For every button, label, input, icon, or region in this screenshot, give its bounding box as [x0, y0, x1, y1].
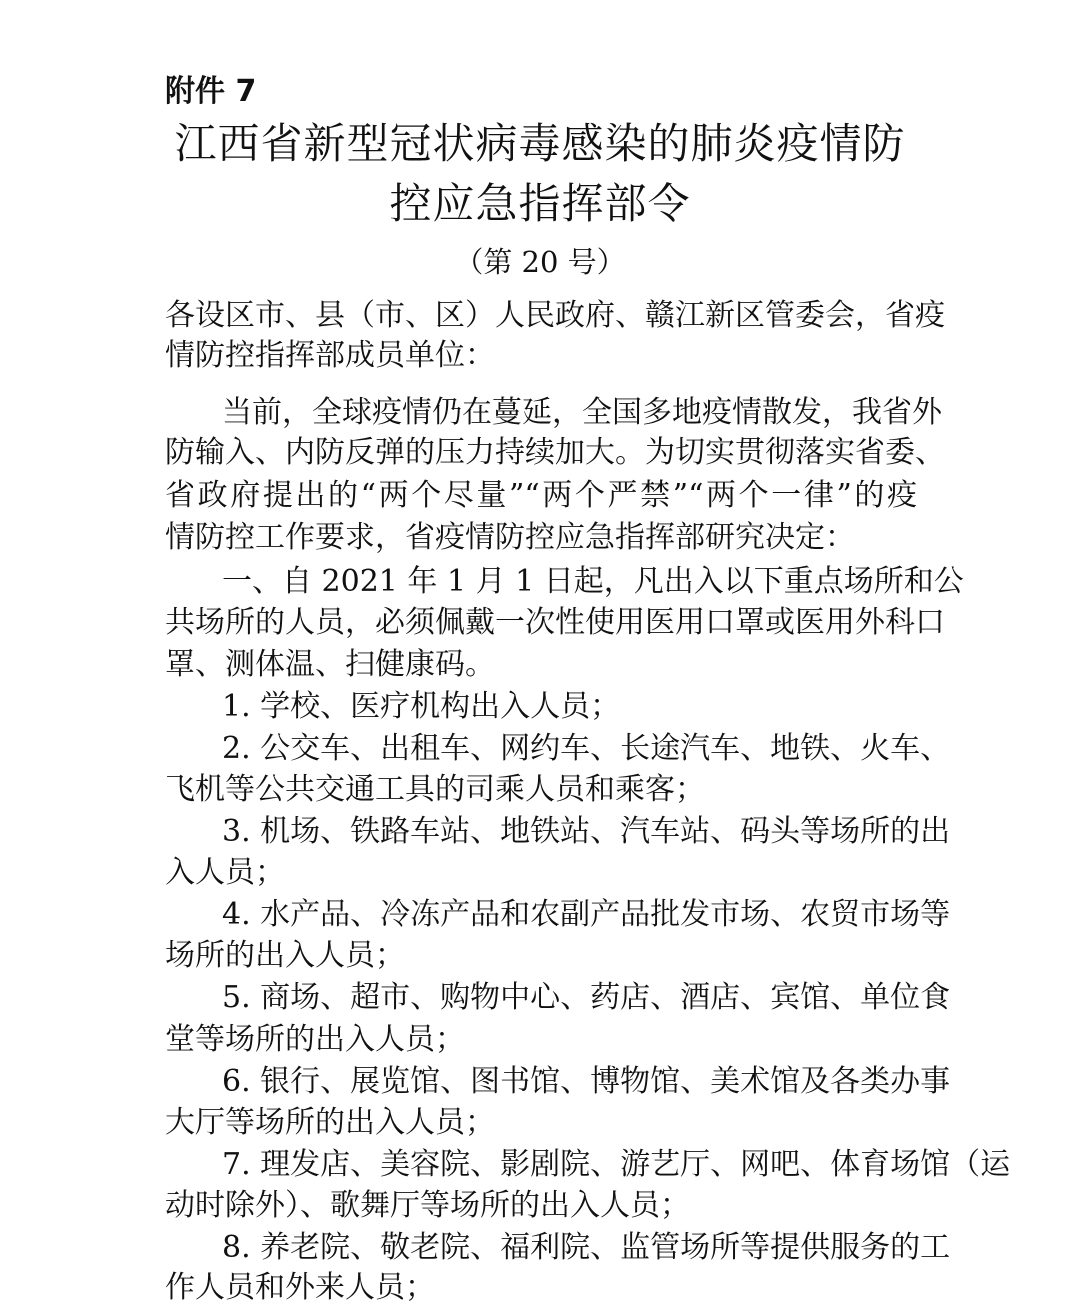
document-title-line-1: 江西省新型冠状病毒感染的肺炎疫情防 — [174, 119, 906, 168]
list-item-line: 动时除外）、歌舞厅等场所的出入人员； — [165, 1188, 690, 1223]
list-item-line: 6. 银行、展览馆、图书馆、博物馆、美术馆及各类办事 — [222, 1064, 951, 1099]
list-item-line: 入人员； — [165, 855, 285, 890]
list-item-line: 7. 理发店、美容院、影剧院、游艺厅、网吧、体育场馆（运 — [222, 1147, 1011, 1182]
list-item-line: 4. 水产品、冷冻产品和农副产品批发市场、农贸市场等 — [222, 897, 951, 932]
addressee-line: 各设区市、县（市、区）人民政府、赣江新区管委会，省疫 — [165, 298, 945, 333]
attachment-label: 附件 7 — [165, 74, 257, 109]
list-item-line: 3. 机场、铁路车站、地铁站、汽车站、码头等场所的出 — [222, 814, 951, 849]
list-item-line: 2. 公交车、出租车、网约车、长途汽车、地铁、火车、 — [222, 731, 951, 766]
document-number: （第 20 号） — [454, 245, 626, 279]
paragraph-line: 省政府提出的“两个尽量”“两个严禁”“两个一律”的疫 — [165, 478, 917, 513]
addressee-line: 情防控指挥部成员单位： — [165, 338, 495, 373]
paragraph-line: 罩、测体温、扫健康码。 — [165, 647, 495, 682]
document-title-line-2: 控应急指挥部令 — [389, 179, 691, 228]
list-item-line: 飞机等公共交通工具的司乘人员和乘客； — [165, 772, 705, 807]
list-item-line: 1. 学校、医疗机构出入人员； — [222, 689, 621, 724]
list-item-line: 作人员和外来人员； — [165, 1270, 435, 1305]
paragraph-line: 防输入、内防反弹的压力持续加大。为切实贯彻落实省委、 — [165, 435, 945, 470]
paragraph-line: 共场所的人员，必须佩戴一次性使用医用口罩或医用外科口 — [165, 605, 945, 640]
list-item-line: 大厅等场所的出入人员； — [165, 1105, 495, 1140]
list-item-line: 场所的出入人员； — [165, 938, 405, 973]
list-item-line: 8. 养老院、敬老院、福利院、监管场所等提供服务的工 — [222, 1230, 951, 1265]
list-item-line: 堂等场所的出入人员； — [165, 1022, 465, 1057]
paragraph-line: 情防控工作要求，省疫情防控应急指挥部研究决定： — [165, 520, 855, 555]
paragraph-line: 一、自 2021 年 1 月 1 日起，凡出入以下重点场所和公 — [222, 564, 964, 599]
paragraph-line: 当前，全球疫情仍在蔓延，全国多地疫情散发，我省外 — [222, 395, 942, 430]
list-item-line: 5. 商场、超市、购物中心、药店、酒店、宾馆、单位食 — [222, 980, 951, 1015]
